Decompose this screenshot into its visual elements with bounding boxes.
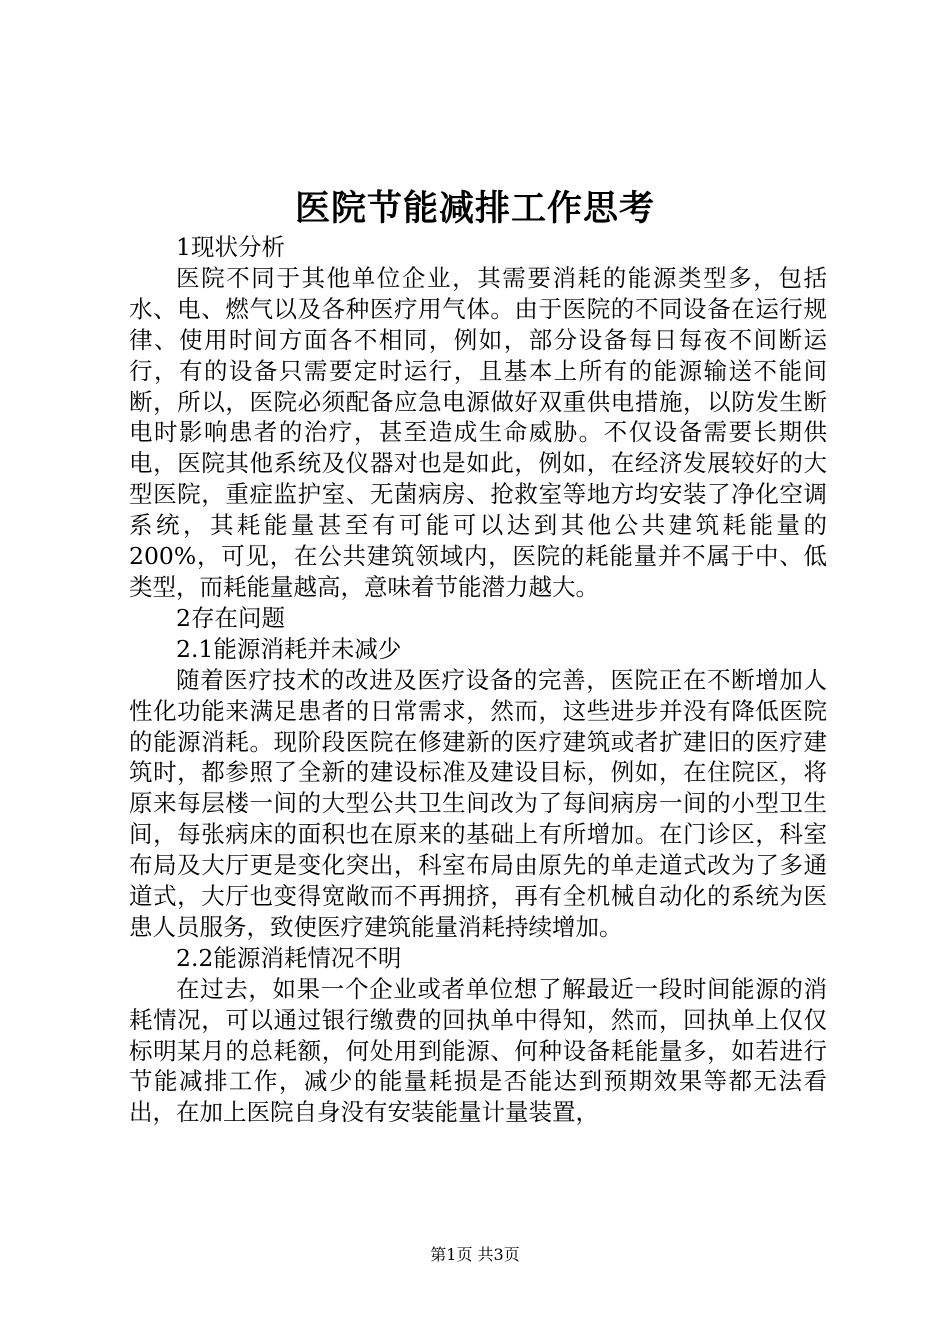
subsection-heading-2-2: 2.2能源消耗情况不明 bbox=[176, 943, 402, 972]
document-body bbox=[129, 232, 827, 1128]
paragraph-energy-unclear: 在过去，如果一个企业或者单位想了解最近一段时间能源的消耗情况，可以通过银行缴费的回执单中得知，然而，回执单上仅仅标明某月的总耗额，何处用到能源、何种设备耗能量多，如若进行节能减排工作，减少的能量耗损是否能达到预期效果等都无法看出，在加上医院自身没有安装能量计量装置， bbox=[129, 974, 827, 1127]
section-heading-1: 1现状分析 bbox=[176, 233, 285, 261]
paragraph-energy-not-reduced: 随着医疗技术的改进及医疗设备的完善，医院正在不断增加人性化功能来满足患者的日常需求，然而，这些进步并没有降低医院的能源消耗。现阶段医院在修建新的医疗建筑或者扩建旧的医疗建筑时，都参照了全新的建设标准及建设目标，例如，在住院区，将原来每层楼一间的大型公共卫生间改为了每间病房一间的小型卫生间，每张病床的面积也在原来的基础上有所增加。在门诊区，科室布局及大厅更是变化突出，科室布局由原先的单走道式改为了多通道式，大厅也变得宽敞而不再拥挤，再有全机械自动化的系统为医患人员服务，致使医疗建筑能量消耗持续增加。 bbox=[129, 665, 827, 941]
paragraph-status-analysis: 医院不同于其他单位企业，其需要消耗的能源类型多，包括水、电、燃气以及各种医疗用气体。由于医院的不同设备在运行规律、使用时间方面各不相同，例如，部分设备每日每夜不间断运行，有的设备只需要定时运行，且基本上所有的能源输送不能间断，所以，医院必须配备应急电源做好双重供电措施，以防发生断电时影响患者的治疗，甚至造成生命威胁。不仅设备需要长期供电，医院其他系统及仪器对也是如此，例如，在经济发展较好的大型医院，重症监护室、无菌病房、抢救室等地方均安装了净化空调系统，其耗能量甚至有可能可以达到其他公共建筑耗能量的200%，可见，在公共建筑领域内，医院的耗能量并不属于中、低类型，而耗能量越高，意味着节能潜力越大。 bbox=[129, 263, 827, 601]
subsection-heading-2-1: 2.1能源消耗并未减少 bbox=[176, 634, 402, 663]
page-number-footer: 第1页 共3页 bbox=[430, 1245, 520, 1264]
section-heading-2: 2存在问题 bbox=[176, 603, 285, 632]
page-title: 医院节能减排工作思考 bbox=[294, 188, 655, 229]
